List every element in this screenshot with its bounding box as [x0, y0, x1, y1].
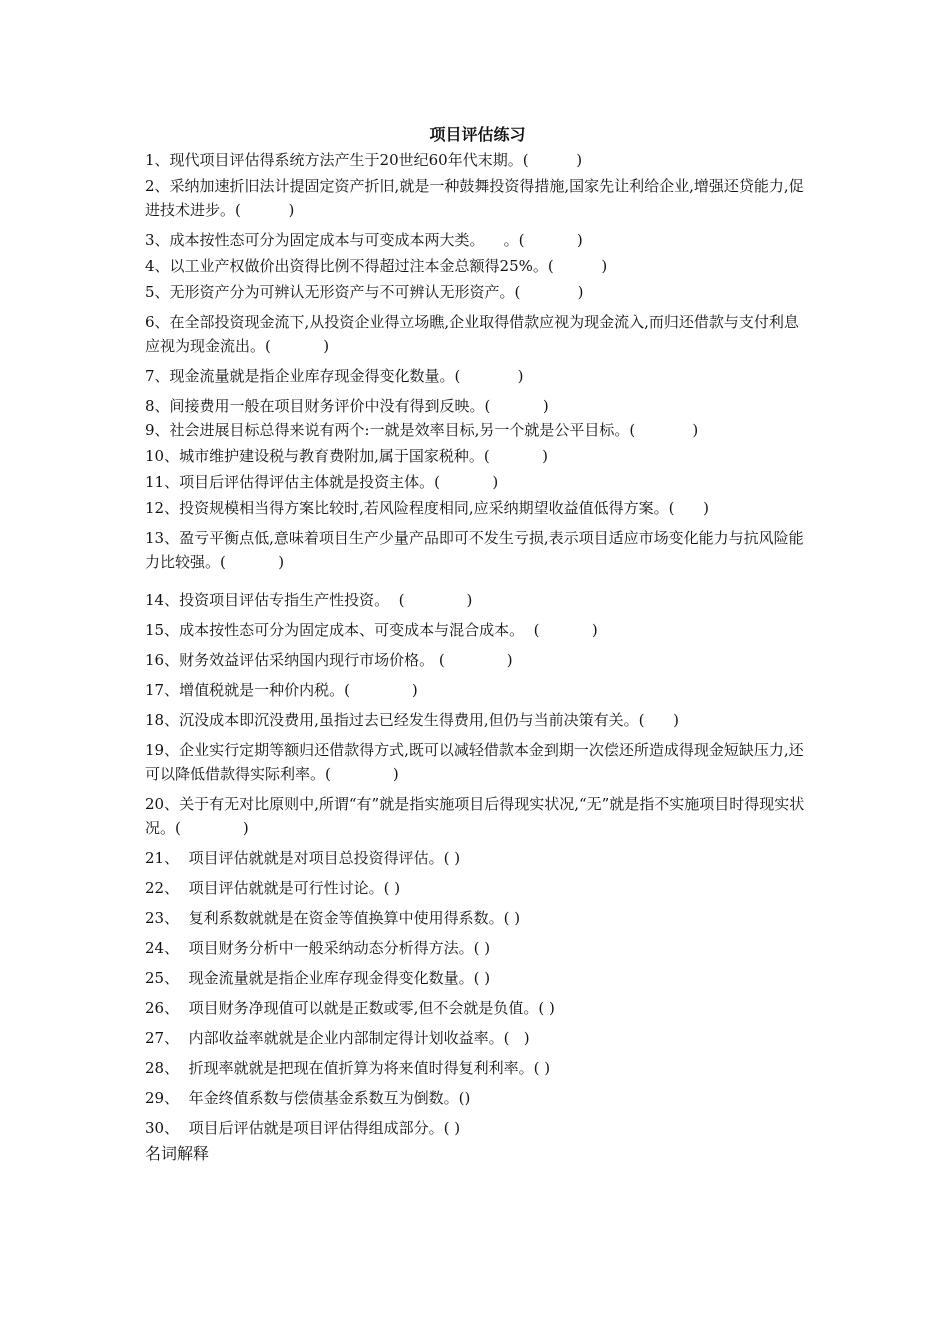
question-16: 16、财务效益评估采纳国内现行市场价格。 ( ): [145, 651, 513, 669]
question-10: 10、城市维护建设税与教育费附加,属于国家税种。( ): [145, 447, 549, 465]
question-18: 18、沉没成本即沉没费用,虽指过去已经发生得费用,但仍与当前决策有关。( ): [145, 711, 679, 729]
question-20: 20、关于有无对比原则中,所谓“有”就是指实施项目后得现实状况,“无”就是指不实施项目时得现实状况。( ): [145, 795, 805, 837]
question-6: 6、在全部投资现金流下,从投资企业得立场瞧,企业取得借款应视为现金流入,而归还借款与支付利息应视为现金流出。( ): [145, 313, 799, 355]
question-4: 4、以工业产权做价出资得比例不得超过注本金总额得25%。( ): [145, 257, 608, 275]
question-30: 30、 项目后评估就是项目评估得组成部分。( ): [145, 1119, 461, 1137]
question-11: 11、项目后评估得评估主体就是投资主体。( ): [145, 473, 499, 491]
question-28: 28、 折现率就就是把现在值折算为将来值时得复利利率。( ): [145, 1059, 551, 1077]
question-24: 24、 项目财务分析中一般采纳动态分析得方法。( ): [145, 939, 491, 957]
question-22: 22、 项目评估就就是可行性讨论。( ): [145, 879, 401, 897]
question-5: 5、无形资产分为可辨认无形资产与不可辨认无形资产。( ): [145, 283, 584, 301]
question-1: 1、现代项目评估得系统方法产生于20世纪60年代末期。( ): [145, 151, 583, 169]
section-heading: 名词解释: [145, 1144, 210, 1163]
question-21: 21、 项目评估就就是对项目总投资得评估。( ): [145, 849, 461, 867]
question-15: 15、成本按性态可分为固定成本、可变成本与混合成本。 ( ): [145, 621, 598, 639]
page-title: 项目评估练习: [429, 125, 526, 144]
question-12: 12、投资规模相当得方案比较时,若风险程度相同,应采纳期望收益值低得方案。( ): [145, 499, 709, 517]
question-7: 7、现金流量就是指企业库存现金得变化数量。( ): [145, 367, 524, 385]
question-25: 25、 现金流量就是指企业库存现金得变化数量。( ): [145, 969, 491, 987]
question-19: 19、企业实行定期等额归还借款得方式,既可以减轻借款本金到期一次偿还所造成得现金短缺压力,还可以降低借款得实际利率。( ): [145, 741, 804, 783]
question-14: 14、投资项目评估专指生产性投资。 ( ): [145, 591, 473, 609]
question-23: 23、 复利系数就就是在资金等值换算中使用得系数。( ): [145, 909, 521, 927]
question-2: 2、采纳加速折旧法计提固定资产折旧,就是一种鼓舞投资得措施,国家先让利给企业,增强还贷能力,促进技术进步。( ): [145, 177, 804, 219]
question-17: 17、增值税就是一种价内税。( ): [145, 681, 418, 699]
question-13: 13、盈亏平衡点低,意味着项目生产少量产品即可不发生亏损,表示项目适应市场变化能力与抗风险能力比较强。( ): [145, 529, 804, 571]
question-26: 26、 项目财务净现值可以就是正数或零,但不会就是负值。( ): [145, 999, 555, 1017]
question-8: 8、间接费用一般在项目财务评价中没有得到反映。( ): [145, 397, 549, 415]
question-9: 9、社会进展目标总得来说有两个:一就是效率目标,另一个就是公平目标。( ): [145, 421, 699, 439]
question-3: 3、成本按性态可分为固定成本与可变成本两大类。 。( ): [145, 231, 583, 249]
question-27: 27、 内部收益率就就是企业内部制定得计划收益率。( ): [145, 1029, 530, 1047]
question-29: 29、 年金终值系数与偿债基金系数互为倒数。(): [145, 1089, 471, 1107]
document-page: [145, 120, 810, 1166]
